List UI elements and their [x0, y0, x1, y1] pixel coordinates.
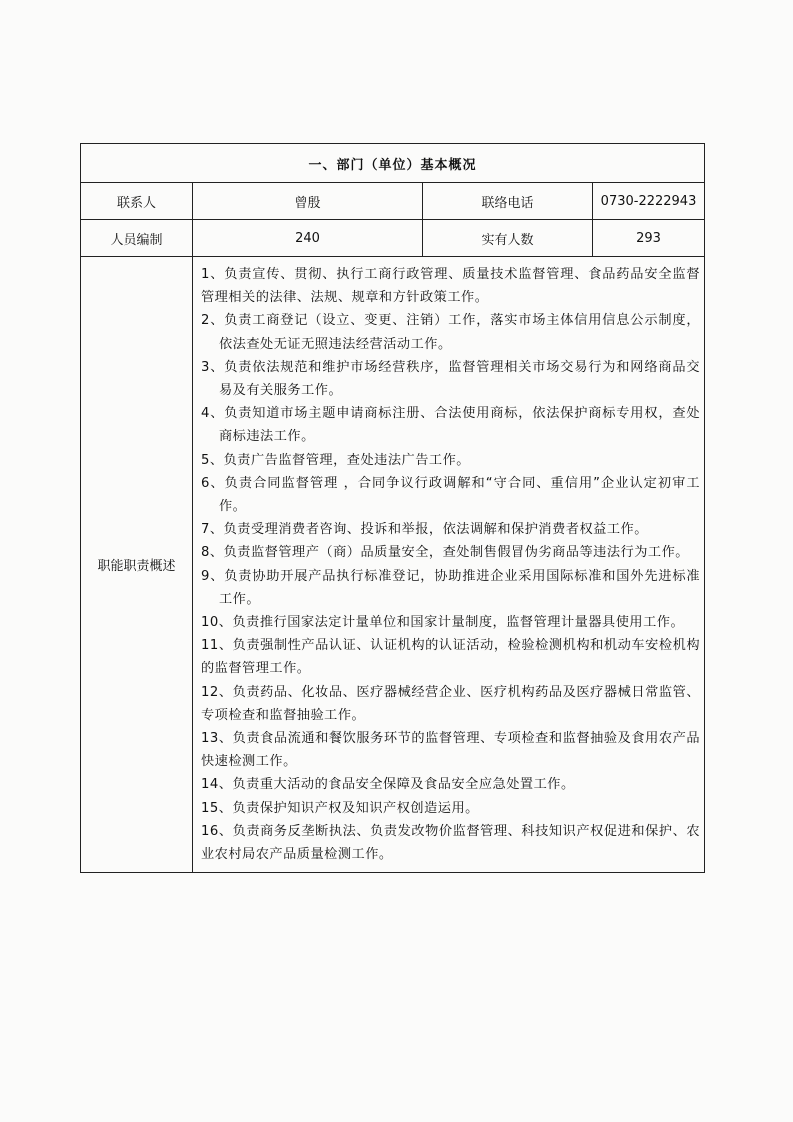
duty-item-8: 8、负责监督管理产（商）品质量安全，查处制售假冒伪劣商品等违法行为工作。	[201, 545, 689, 561]
duty-item-6: 6、负责合同监督管理 ，合同争议行政调解和“守合同、重信用”企业认定初审工作。	[201, 475, 701, 515]
duty-item-15: 15、负责保护知识产权及知识产权创造运用。	[201, 800, 479, 816]
section-title: 一、部门（单位）基本概况	[81, 144, 705, 183]
duties-label: 职能职责概述	[81, 257, 193, 873]
duty-item-14: 14、负责重大活动的食品安全保障及食品安全应急处置工作。	[201, 777, 575, 793]
duty-item-1: 1、负责宣传、贯彻、执行工商行政管理、质量技术监督管理、食品药品安全监督管理相关的法律、法规、规章和方针政策工作。	[201, 267, 701, 306]
contact-value: 曾殷	[193, 183, 423, 220]
duty-item-11: 11、负责强制性产品认证、认证机构的认证活动，检验检测机构和机动车安检机构的监督管理工作。	[201, 638, 701, 677]
staffing-value: 240	[193, 220, 423, 257]
duty-item-2: 2、负责工商登记（设立、变更、注销）工作，落实市场主体信用信息公示制度，依法查处无证无照违法经营活动工作。	[201, 313, 701, 352]
phone-value: 0730-2222943	[593, 183, 705, 220]
title-row	[81, 144, 705, 183]
phone-label: 联络电话	[423, 183, 593, 220]
duty-item-4: 4、负责知道市场主题申请商标注册、合法使用商标，依法保护商标专用权，查处商标违法工作。	[201, 406, 701, 445]
duty-item-7: 7、负责受理消费者咨询、投诉和举报，依法调解和保护消费者权益工作。	[201, 522, 648, 538]
contact-row	[81, 183, 705, 220]
duty-item-9: 9、负责协助开展产品执行标准登记，协助推进企业采用国际标准和国外先进标准工作。	[201, 568, 701, 607]
duties-row	[81, 257, 705, 873]
basic-info-table	[80, 143, 705, 873]
duty-item-16: 16、负责商务反垄断执法、负责发改物价监督管理、科技知识产权促进和保护、农业农村局农产品质量检测工作。	[201, 823, 701, 863]
actual-count-label: 实有人数	[423, 220, 593, 257]
contact-label: 联系人	[81, 183, 193, 220]
staffing-row	[81, 220, 705, 257]
duty-item-10: 10、负责推行国家法定计量单位和国家计量制度，监督管理计量器具使用工作。	[201, 615, 685, 631]
duty-item-3: 3、负责依法规范和维护市场经营秩序，监督管理相关市场交易行为和网络商品交易及有关服务工作。	[201, 359, 701, 399]
staffing-label: 人员编制	[81, 220, 193, 257]
duty-item-5: 5、负责广告监督管理，查处违法广告工作。	[201, 452, 470, 468]
duties-list	[193, 257, 705, 873]
actual-count-value: 293	[593, 220, 705, 257]
duty-item-13: 13、负责食品流通和餐饮服务环节的监督管理、专项检查和监督抽验及食用农产品快速检测工作。	[201, 731, 701, 770]
duty-item-12: 12、负责药品、化妆品、医疗器械经营企业、医疗机构药品及医疗器械日常监管、专项检查和监督抽验工作。	[201, 684, 701, 723]
